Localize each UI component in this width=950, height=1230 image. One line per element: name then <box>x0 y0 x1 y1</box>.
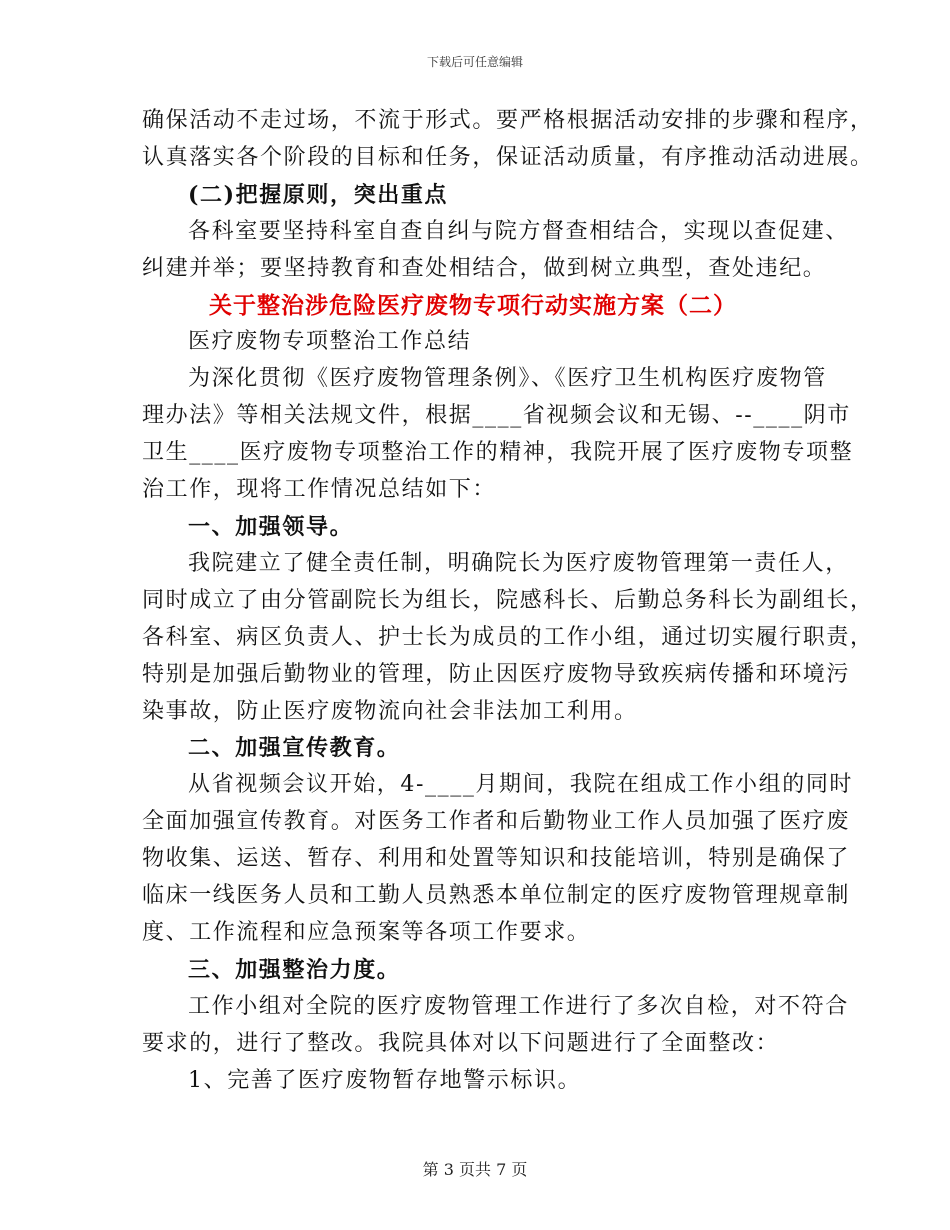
paragraph-line: 各科室、病区负责人、护士长为成员的工作小组，通过切实履行职责， <box>142 624 874 650</box>
paragraph-line: 工作小组对全院的医疗废物管理工作进行了多次自检，对不符合 <box>188 993 849 1019</box>
paragraph-line: 确保活动不走过场，不流于形式。要严格根据活动安排的步骤和程序， <box>142 108 874 133</box>
paragraph-line: 度、工作流程和应急预案等各项工作要求。 <box>142 919 591 945</box>
paragraph-line: 各科室要坚持科室自查自纠与院方督查相结合，实现以查促建、 <box>188 218 849 244</box>
section-heading: 二、加强宣传教育。 <box>188 735 401 762</box>
page-footer: 第 3 页共 7 页 <box>422 1160 528 1179</box>
section-heading: (二)把握原则，突出重点 <box>188 181 449 208</box>
paragraph-line: 卫生____医疗废物专项整治工作的精神，我院开展了医疗废物专项整 <box>142 440 854 466</box>
paragraph-line: 染事故，防止医疗废物流向社会非法加工利用。 <box>142 698 638 724</box>
paragraph-line: 全面加强宣传教育。对医务工作者和后勤物业工作人员加强了医疗废 <box>142 809 851 835</box>
paragraph-line: 物收集、运送、暂存、利用和处置等知识和技能培训，特别是确保了 <box>142 846 851 872</box>
paragraph-line: 同时成立了由分管副院长为组长，院感科长、后勤总务科长为副组长， <box>142 587 874 613</box>
paragraph-line: 特别是加强后勤物业的管理，防止因医疗废物导致疾病传播和环境污 <box>142 661 851 687</box>
paragraph-line: 理办法》等相关法规文件，根据____省视频会议和无锡、--____阴市 <box>142 403 851 429</box>
paragraph-line: 临床一线医务人员和工勤人员熟悉本单位制定的医疗废物管理规章制 <box>142 883 851 909</box>
paragraph-line: 治工作，现将工作情况总结如下： <box>142 477 497 503</box>
paragraph-line: 为深化贯彻《医疗废物管理条例》、《医疗卫生机构医疗废物管 <box>188 366 827 392</box>
paragraph-line: 要求的，进行了整改。我院具体对以下问题进行了全面整改： <box>142 1030 780 1056</box>
paragraph-line: 认真落实各个阶段的目标和任务，保证活动质量，有序推动活动进展。 <box>142 144 874 170</box>
document-body <box>142 103 874 1099</box>
page-header: 下载后可任意编辑 <box>426 55 523 69</box>
section-heading: 三、加强整治力度。 <box>188 956 401 983</box>
subtitle-line: 医疗废物专项整治工作总结 <box>188 329 472 355</box>
paragraph-line: 纠建并举；要坚持教育和查处相结合，做到树立典型，查处违纪。 <box>142 255 827 281</box>
paragraph-line: 我院建立了健全责任制，明确院长为医疗废物管理第一责任人， <box>188 550 849 576</box>
list-item: 1、完善了医疗废物暂存地警示标识。 <box>188 1067 582 1093</box>
section-heading: 一、加强领导。 <box>188 513 354 540</box>
paragraph-line: 从省视频会议开始，4-____月期间，我院在组成工作小组的同时 <box>188 772 854 798</box>
document-title: 关于整治涉危险医疗废物专项行动实施方案（二） <box>209 291 737 319</box>
